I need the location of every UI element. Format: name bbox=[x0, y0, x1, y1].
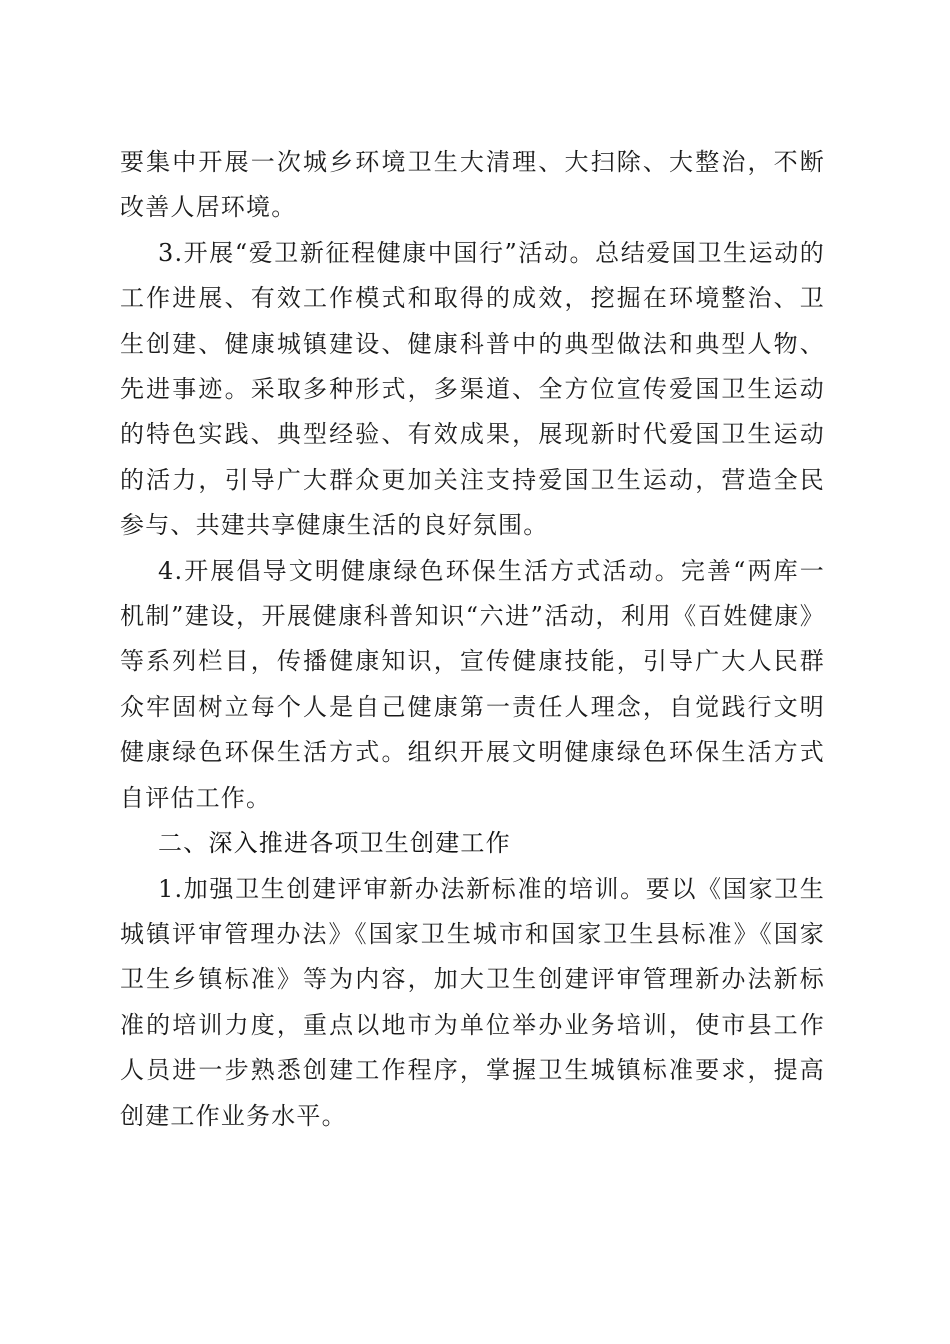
paragraph-continuation: 要集中开展一次城乡环境卫生大清理、大扫除、大整治，不断改善人居环境。 bbox=[120, 148, 825, 222]
paragraph-item-4: 4.开展倡导文明健康绿色环保生活方式活动。完善“两库一机制”建设，开展健康科普知识“六进”活动，利用《百姓健康》等系列栏目，传播健康知识，宣传健康技能，引导广大人民群众牢固树立每个人是自己健康第一责任人理念，自觉践行文明健康绿色环保生活方式。组织开展文明健康绿色环保生活方式自评估工作。 bbox=[120, 556, 825, 812]
document-body bbox=[120, 140, 825, 1139]
paragraph-item-1: 1.加强卫生创建评审新办法新标准的培训。要以《国家卫生城镇评审管理办法》《国家卫生城市和国家卫生县标准》《国家卫生乡镇标准》等为内容，加大卫生创建评审管理新办法新标准的培训力度，重点以地市为单位举办业务培训，使市县工作人员进一步熟悉创建工作程序，掌握卫生城镇标准要求，提高创建工作业务水平。 bbox=[120, 874, 825, 1130]
section-heading: 二、深入推进各项卫生创建工作 bbox=[158, 829, 511, 858]
paragraph-item-3: 3.开展“爱卫新征程健康中国行”活动。总结爱国卫生运动的工作进展、有效工作模式和取得的成效，挖掘在环境整治、卫生创建、健康城镇建设、健康科普中的典型做法和典型人物、先进事迹。采取多种形式，多渠道、全方位宣传爱国卫生运动的特色实践、典型经验、有效成果，展现新时代爱国卫生运动的活力，引导广大群众更加关注支持爱国卫生运动，营造全民参与、共建共享健康生活的良好氛围。 bbox=[120, 238, 825, 540]
